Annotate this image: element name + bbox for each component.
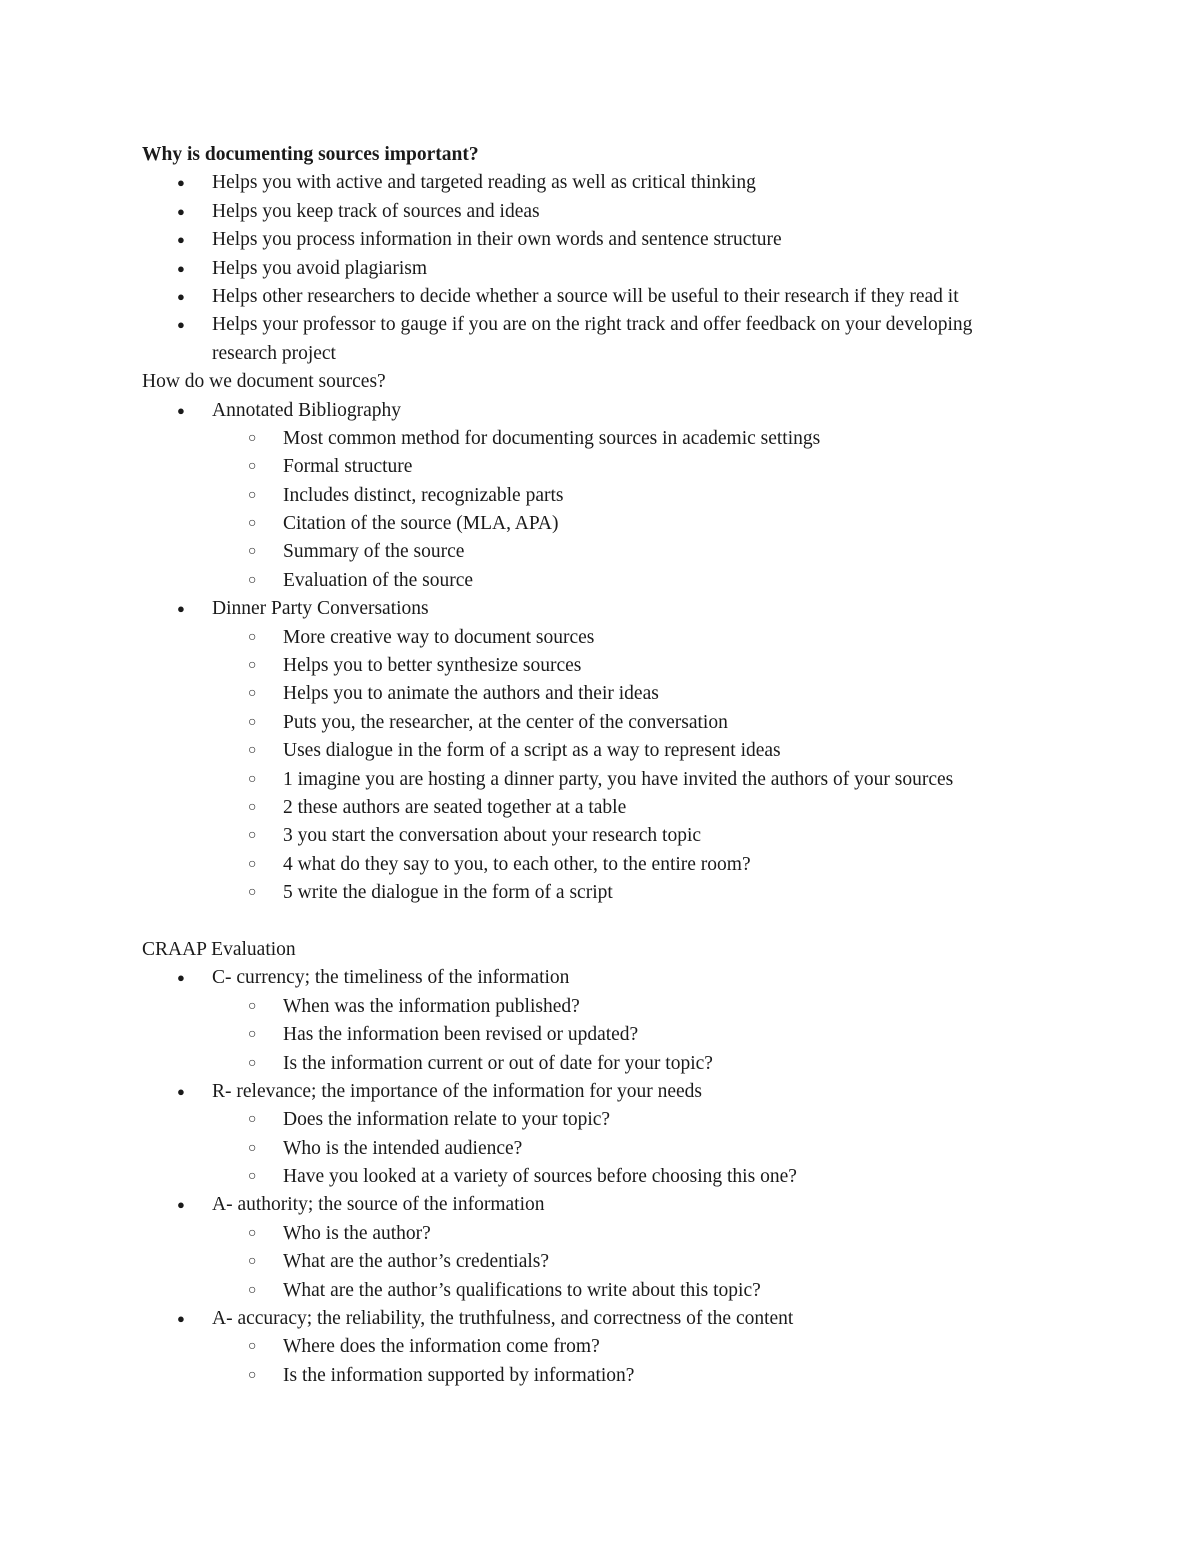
sub-list-item: ○ 1 imagine you are hosting a dinner party, you have invited the authors of your sources <box>142 766 1082 794</box>
hollow-bullet-icon: ○ <box>248 658 257 674</box>
hollow-bullet-icon: ○ <box>248 516 257 532</box>
hollow-bullet-icon: ○ <box>248 1169 257 1185</box>
list-item: ● A- authority; the source of the information <box>142 1191 1082 1219</box>
hollow-bullet-icon: ○ <box>248 1140 257 1156</box>
sub-list-item: ○ Citation of the source (MLA, APA) <box>142 510 1082 538</box>
sub-list-item: ○ Who is the author? <box>142 1220 1082 1248</box>
sub-list-item: ○ Where does the information come from? <box>142 1333 1082 1361</box>
sub-list-item: ○ Helps you to better synthesize sources <box>142 652 1082 680</box>
hollow-bullet-icon: ○ <box>248 1055 257 1071</box>
sub-list-item: ○ What are the author’s credentials? <box>142 1248 1082 1276</box>
blank-line <box>142 908 1082 936</box>
filled-bullet-icon: ● <box>177 1197 185 1213</box>
list-item: ● A- accuracy; the reliability, the truthfulness, and correctness of the content <box>142 1305 1082 1333</box>
sub-list-item: ○ Is the information supported by information? <box>142 1362 1082 1390</box>
sub-list-item: ○ 3 you start the conversation about your research topic <box>142 822 1082 850</box>
filled-bullet-icon: ● <box>177 1311 185 1327</box>
hollow-bullet-icon: ○ <box>248 828 257 844</box>
sub-list-item: ○ Is the information current or out of date for your topic? <box>142 1050 1082 1078</box>
sub-list-item: ○ 4 what do they say to you, to each other, to the entire room? <box>142 851 1082 879</box>
hollow-bullet-icon: ○ <box>248 714 257 730</box>
filled-bullet-icon: ● <box>177 175 185 191</box>
hollow-bullet-icon: ○ <box>248 686 257 702</box>
section-heading-how-document: How do we document sources? <box>142 371 386 393</box>
hollow-bullet-icon: ○ <box>248 1254 257 1270</box>
sub-list-item: ○ Most common method for documenting sources in academic settings <box>142 425 1082 453</box>
hollow-bullet-icon: ○ <box>248 1027 257 1043</box>
list-item: ● C- currency; the timeliness of the information <box>142 964 1082 992</box>
hollow-bullet-icon: ○ <box>248 856 257 872</box>
sub-list-item: ○ Evaluation of the source <box>142 567 1082 595</box>
sub-list-item: ○ Helps you to animate the authors and their ideas <box>142 680 1082 708</box>
list-item: ● Helps you process information in their own words and sentence structure <box>142 226 1082 254</box>
hollow-bullet-icon: ○ <box>248 885 257 901</box>
hollow-bullet-icon: ○ <box>248 771 257 787</box>
hollow-bullet-icon: ○ <box>248 1282 257 1298</box>
sub-list-item: ○ When was the information published? <box>142 993 1082 1021</box>
sub-list-item: ○ Does the information relate to your topic? <box>142 1106 1082 1134</box>
sub-list-item: ○ Includes distinct, recognizable parts <box>142 482 1082 510</box>
list-item: ● Helps other researchers to decide whether a source will be useful to their research if they read it <box>142 283 1082 311</box>
hollow-bullet-icon: ○ <box>248 430 257 446</box>
list-item-continuation: research project <box>212 342 336 364</box>
hollow-bullet-icon: ○ <box>248 1225 257 1241</box>
sub-list-item: ○ What are the author’s qualifications to write about this topic? <box>142 1277 1082 1305</box>
filled-bullet-icon: ● <box>177 203 185 219</box>
filled-bullet-icon: ● <box>177 232 185 248</box>
list-item: ● Dinner Party Conversations <box>142 595 1082 623</box>
hollow-bullet-icon: ○ <box>248 629 257 645</box>
hollow-bullet-icon: ○ <box>248 998 257 1014</box>
filled-bullet-icon: ● <box>177 1083 185 1099</box>
sub-list-item: ○ Has the information been revised or updated? <box>142 1021 1082 1049</box>
sub-list-item: ○ 2 these authors are seated together at a table <box>142 794 1082 822</box>
sub-list-item: ○ Have you looked at a variety of sources before choosing this one? <box>142 1163 1082 1191</box>
filled-bullet-icon: ● <box>177 402 185 418</box>
hollow-bullet-icon: ○ <box>248 1339 257 1355</box>
hollow-bullet-icon: ○ <box>248 799 257 815</box>
sub-list-item: ○ Puts you, the researcher, at the center of the conversation <box>142 709 1082 737</box>
filled-bullet-icon: ● <box>177 970 185 986</box>
filled-bullet-icon: ● <box>177 317 185 333</box>
list-item: ● Helps you with active and targeted reading as well as critical thinking <box>142 169 1082 197</box>
filled-bullet-icon: ● <box>177 288 185 304</box>
filled-bullet-icon: ● <box>177 260 185 276</box>
list-item: ● Helps you avoid plagiarism <box>142 255 1082 283</box>
section-heading-why-document: Why is documenting sources important? <box>142 144 479 165</box>
sub-list-item: ○ More creative way to document sources <box>142 624 1082 652</box>
sub-list-item: ○ Who is the intended audience? <box>142 1135 1082 1163</box>
list-item: ● R- relevance; the importance of the information for your needs <box>142 1078 1082 1106</box>
sub-list-item: ○ Summary of the source <box>142 538 1082 566</box>
sub-list-item: ○ 5 write the dialogue in the form of a script <box>142 879 1082 907</box>
hollow-bullet-icon: ○ <box>248 544 257 560</box>
filled-bullet-icon: ● <box>177 601 185 617</box>
hollow-bullet-icon: ○ <box>248 572 257 588</box>
section-heading-craap: CRAAP Evaluation <box>142 938 296 960</box>
list-item: ● Helps your professor to gauge if you are on the right track and offer feedback on your developing <box>142 311 1082 339</box>
sub-list-item: ○ Formal structure <box>142 453 1082 481</box>
list-item: ● Helps you keep track of sources and ideas <box>142 198 1082 226</box>
hollow-bullet-icon: ○ <box>248 743 257 759</box>
sub-list-item: ○ Uses dialogue in the form of a script as a way to represent ideas <box>142 737 1082 765</box>
hollow-bullet-icon: ○ <box>248 487 257 503</box>
hollow-bullet-icon: ○ <box>248 1367 257 1383</box>
list-item: ● Annotated Bibliography <box>142 397 1082 425</box>
hollow-bullet-icon: ○ <box>248 1112 257 1128</box>
hollow-bullet-icon: ○ <box>248 459 257 475</box>
document-page <box>142 141 1082 1390</box>
